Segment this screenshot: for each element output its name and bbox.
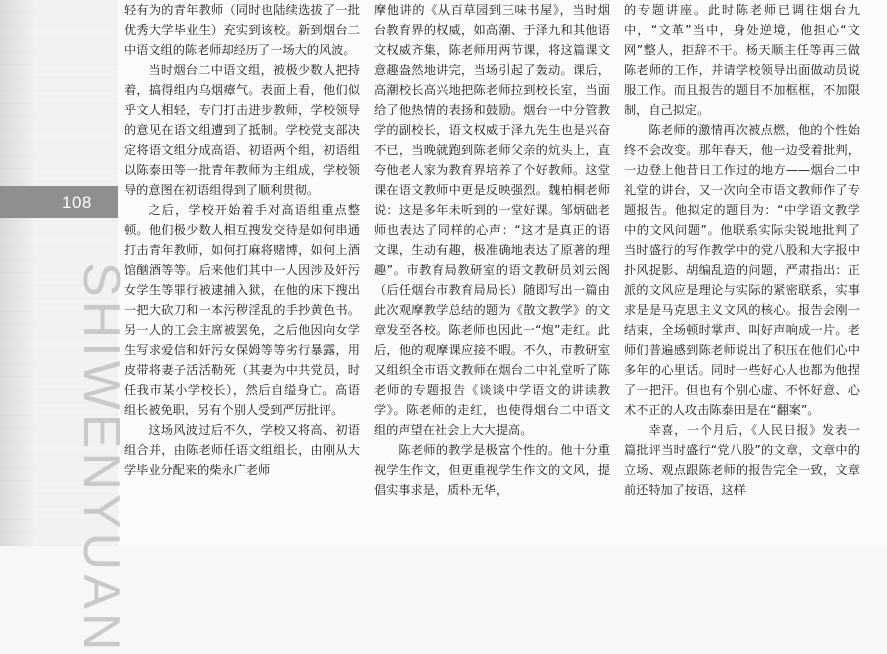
- paragraph: 陈老师的激情再次被点燃，他的个性始终不会改变。那年春天，他一边受着批判，一边登上他昔日工作过的地方——烟台二中礼堂的讲台，又一次向全市语文教师作了专题报告。他拟定的题目为：“中学语文教学中的文风问题”。他联系实际尖锐地批判了当时盛行的写作教学中的党八股和大字报中扑风捉影、胡编乱造的问题，严肃指出：正派的文风应是理论与实际的紧密联系，实事求是是马克思主义文风的核心。报告会刚一结束，全场顿时掌声、叫好声响成一片。老师们普遍感到陈老师说出了积压在他们心中多年的心里话。同时一些好心人也都为他捏了一把汗。但也有个别心虚、不怀好意、心术不正的人攻击陈泰田是在“翻案”。: [624, 123, 860, 417]
- paragraph: 摩他讲的《从百草园到三味书屋》，当时烟台教育界的权威，如高潮、于泽九和其他语文权威齐集，陈老师用两节课，将这篇课文意趣盎然地讲完，当场引起了轰动。课后，高潮校长高兴地把陈老师拉到校长室，当面给了他热情的表扬和鼓励。烟台一中分管教学的副校长，语文权威于泽九先生也是兴奋不已，当晚就跑到陈老师父亲的炕头上，直夸他老人家为教育界培养了个好教师。这堂课在语文教师中更是反映强烈。魏柏桐老师说：这是多年未听到的一堂好课。邹炳础老师也表达了同样的心声：“这才是真正的语文课，生动有趣，极准确地表达了原著的理趣”。市教育局教研室的语文教研员刘云阁（后任烟台市教育局局长）随即写出一篇由此次观摩教学总结的题为《散文教学》的文章发至各校。陈老师也因此一“炮”走红。此后，他的观摩课应接不暇。不久，市教研室又组织全市语文教师在烟台二中礼堂听了陈老师的专题报告《谈谈中学语文的讲读教学》。陈老师的走红，也使得烟台二中语文组的声望在社会上大大提高。: [374, 3, 610, 437]
- paragraph: 这场风波过后不久，学校又将高、初语组合并，由陈老师任语文组组长，由刚从大学毕业分配来的柴永广老师: [124, 423, 360, 477]
- page-number-tab: [0, 186, 118, 218]
- paragraph: 之后，学校开始着手对高语组重点整顿。他们极少数人相互搜发交待是如何串通打击青年教师，如何打麻将赌博，如何上酒馆酗酒等等。后来他们其中一人因涉及奸污女学生等罪行被逮捕入狱，在他的床下搜出一把大砍刀和一本污秽淫乱的手抄黄色书。另一人的工会主席被罢免，之后他因向女学生写求爱信和奸污女保姆等等劣行暴露，用皮带将妻子活活勒死（其妻为中共党员，时任我市某小学校长），然后自缢身亡。高语组长被免职，另有个别人受到严厉批评。: [124, 203, 360, 417]
- article-body: [118, 0, 887, 546]
- article-column-left: [124, 0, 360, 546]
- article-column-middle: [374, 0, 610, 546]
- side-brand-container: [10, 262, 130, 654]
- paragraph: 当时烟台二中语文组，被极少数人把持着，搞得组内乌烟瘴气。表面上看，他们似乎文人相轻，专门打击进步教师，学校领导的意见在语文组遭到了抵制。学校党支部决定将语文组分成高语、初语两个组，初语组以陈泰田等一批青年教师为主组成，学校领导的意图在初语组得到了顺利贯彻。: [124, 63, 360, 197]
- paragraph: 陈老师的教学是极富个性的。他十分重视学生作文，但更重视学生作文的文风，提倡实事求是，质朴无华，: [374, 443, 610, 497]
- page-number: 108: [62, 193, 92, 212]
- paragraph: 的专题讲座。此时陈老师已调往烟台九中，“文革”当中，身处逆境，他担心“文网”整人，拒辞不干。杨天顺主任等再三做陈老师的工作，并请学校领导出面做动员说服工作。而且报告的题目不加框框，不加限制，自己拟定。: [624, 3, 860, 117]
- article-column-right: [624, 0, 860, 546]
- side-brand-text: SHIWENYUAN: [72, 262, 130, 654]
- paragraph: 轻有为的青年教师（同时也陆续选拔了一批优秀大学毕业生）充实到该校。新到烟台二中语文组的陈老师却经历了一场大的风波。: [124, 3, 360, 57]
- paragraph: 幸喜，一个月后，《人民日报》发表一篇批评当时盛行“党八股”的文章，文章中的立场、观点跟陈老师的报告完全一致，文章前还特加了按语，这样: [624, 423, 860, 497]
